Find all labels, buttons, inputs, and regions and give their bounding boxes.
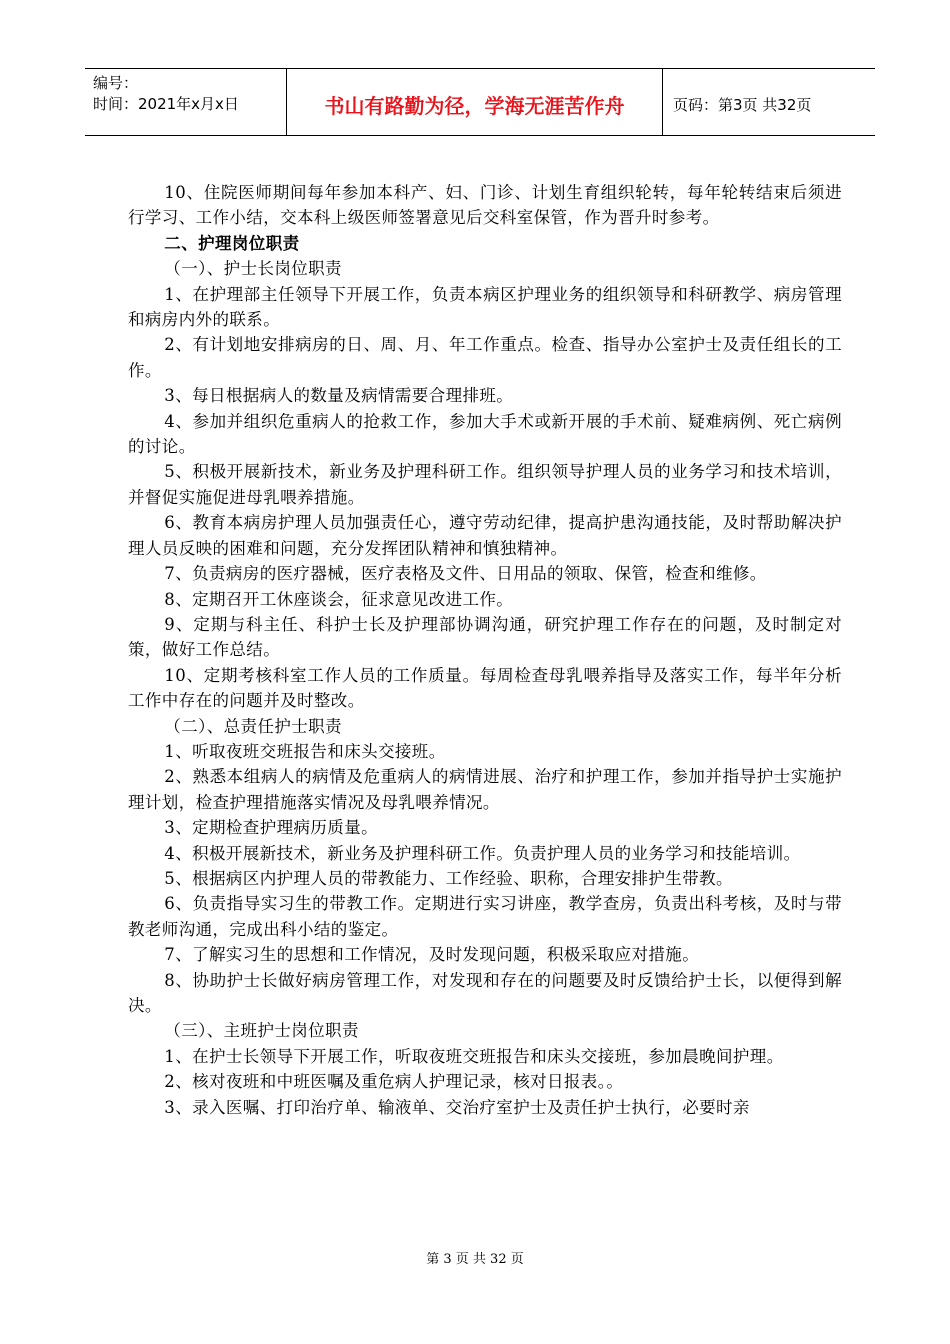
body-paragraph: 4、积极开展新技术，新业务及护理科研工作。负责护理人员的业务学习和技能培训。 xyxy=(164,843,801,863)
document-header xyxy=(85,68,875,136)
header-page-label: 页码：第3页 共32页 xyxy=(673,95,812,114)
body-paragraph: 9、定期与科主任、科护士长及护理部协调沟通，研究护理工作存在的问题，及时制定对策，做好工作总结。 xyxy=(128,614,842,660)
body-paragraph: 6、负责指导实习生的带教工作。定期进行实习讲座，教学查房，负责出科考核，及时与带教老师沟通，完成出科小结的鉴定。 xyxy=(128,894,842,939)
body-paragraph: 10、定期考核科室工作人员的工作质量。每周检查母乳喂养指导及落实工作，每半年分析工作中存在的问题并及时整改。 xyxy=(128,665,842,711)
body-paragraph: 10、住院医师期间每年参加本科产、妇、门诊、计划生育组织轮转，每年轮转结束后须进行学习、工作小结，交本科上级医师签署意见后交科室保管，作为晋升时参考。 xyxy=(128,183,842,228)
subsection-heading: （二）、总责任护士职责 xyxy=(164,716,342,736)
body-paragraph: 6、教育本病房护理人员加强责任心，遵守劳动纪律，提高护患沟通技能，及时帮助解决护理人员反映的困难和问题，充分发挥团队精神和慎独精神。 xyxy=(128,513,842,558)
body-paragraph: 3、每日根据病人的数量及病情需要合理排班。 xyxy=(164,386,514,406)
subsection-heading: （三）、主班护士岗位职责 xyxy=(164,1021,359,1041)
body-paragraph: 3、录入医嘱、打印治疗单、输液单、交治疗室护士及责任护士执行，必要时亲 xyxy=(164,1097,750,1117)
section-heading: 二、护理岗位职责 xyxy=(164,233,300,253)
body-paragraph: 8、协助护士长做好病房管理工作，对发现和存在的问题要及时反馈给护士长，以便得到解决。 xyxy=(128,970,842,1015)
body-paragraph: 3、定期检查护理病历质量。 xyxy=(164,818,378,838)
header-number-label: 编号： xyxy=(93,74,139,92)
body-paragraph: 2、核对夜班和中班医嘱及重危病人护理记录，核对日报表。。 xyxy=(164,1072,624,1092)
body-paragraph: 2、熟悉本组病人的病情及危重病人的病情进展、治疗和护理工作，参加并指导护士实施护理计划，检查护理措施落实情况及母乳喂养情况。 xyxy=(128,767,842,812)
page-footer: 第 3 页 共 32 页 xyxy=(426,1252,524,1267)
header-time-label: 时间：2021年x月x日 xyxy=(93,95,239,113)
body-paragraph: 5、积极开展新技术，新业务及护理科研工作。组织领导护理人员的业务学习和技术培训，并督促实施促进母乳喂养措施。 xyxy=(128,462,842,507)
body-paragraph: 2、有计划地安排病房的日、周、月、年工作重点。检查、指导办公室护士及责任组长的工作。 xyxy=(128,335,842,380)
subsection-heading: （一）、护士长岗位职责 xyxy=(164,259,342,279)
body-paragraph: 1、在护理部主任领导下开展工作，负责本病区护理业务的组织领导和科研教学、病房管理和病房内外的联系。 xyxy=(128,284,842,330)
body-paragraph: 7、负责病房的医疗器械，医疗表格及文件、日用品的领取、保管，检查和维修。 xyxy=(164,564,767,584)
header-meta xyxy=(85,69,287,135)
body-paragraph: 8、定期召开工休座谈会，征求意见改进工作。 xyxy=(164,589,514,609)
body-paragraph: 1、在护士长领导下开展工作，听取夜班交班报告和床头交接班，参加晨晚间护理。 xyxy=(164,1046,784,1066)
document-body xyxy=(128,180,842,1120)
body-paragraph: 5、根据病区内护理人员的带教能力、工作经验、职称，合理安排护生带教。 xyxy=(164,868,733,888)
body-paragraph: 4、参加并组织危重病人的抢救工作，参加大手术或新开展的手术前、疑难病例、死亡病例的讨论。 xyxy=(128,411,842,457)
header-motto: 书山有路勤为径，学海无涯苦作舟 xyxy=(287,69,663,135)
body-paragraph: 7、了解实习生的思想和工作情况，及时发现问题，积极采取应对措施。 xyxy=(164,945,700,965)
body-paragraph: 1、听取夜班交班报告和床头交接班。 xyxy=(164,741,446,761)
